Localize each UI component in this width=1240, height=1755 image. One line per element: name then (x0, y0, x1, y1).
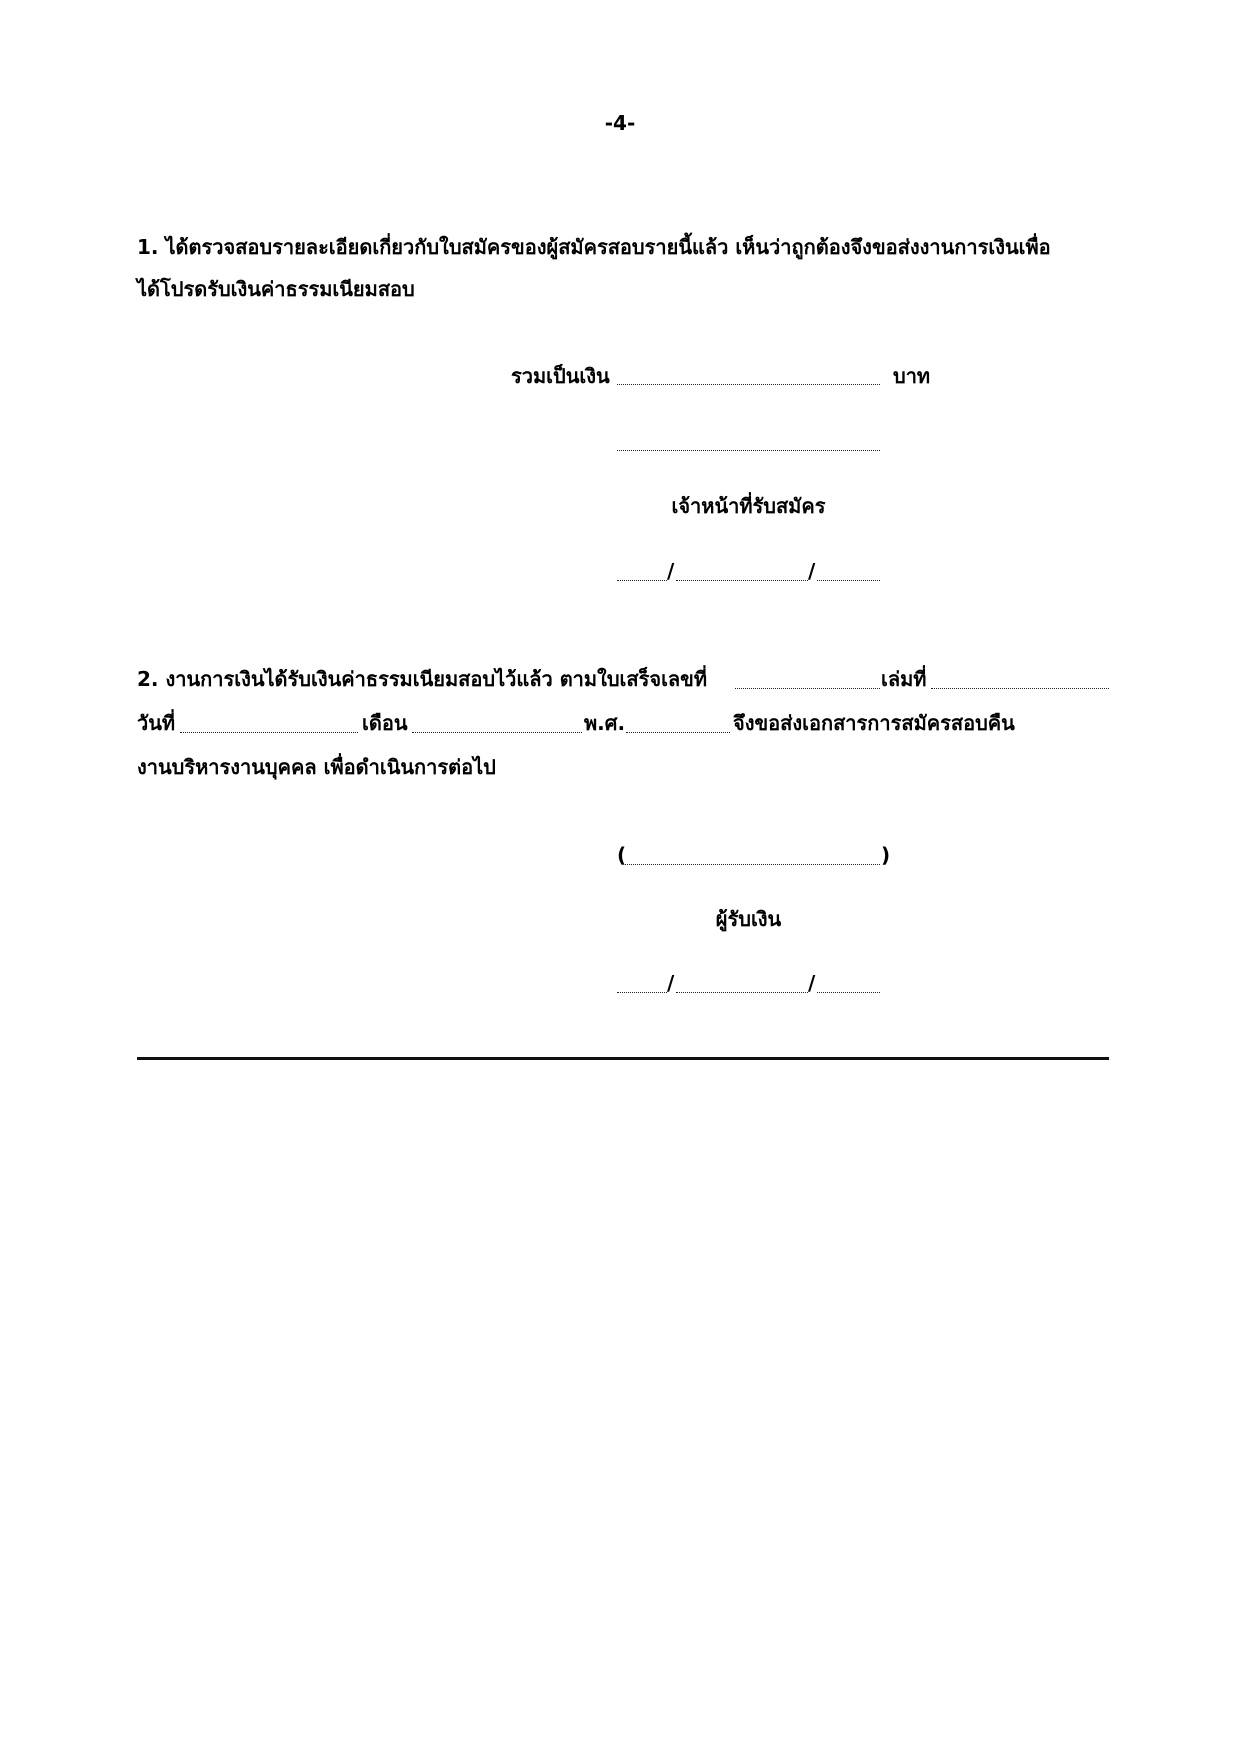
day-label: วันที่ (137, 711, 176, 735)
officer-title: เจ้าหน้าที่รับสมัคร (671, 494, 826, 518)
officer-date-day-field[interactable] (617, 580, 667, 581)
signature-paren-close: ) (881, 843, 891, 867)
receipt-volume-field[interactable] (931, 688, 1109, 689)
section2-paragraph-line2-tail: จึงขอส่งเอกสารการสมัครสอบคืน (733, 711, 1015, 735)
bottom-divider (137, 1057, 1109, 1060)
officer-date-year-field[interactable] (817, 580, 880, 581)
officer-signature-field[interactable] (617, 450, 880, 451)
receiver-title: ผู้รับเงิน (715, 907, 782, 931)
section2-paragraph-line3: งานบริหารงานบุคคล เพื่อดำเนินการต่อไป (137, 755, 496, 779)
receiver-date-day-field[interactable] (617, 992, 667, 993)
section2-paragraph-line1: 2. งานการเงินได้รับเงินค่าธรรมเนียมสอบไว้แล้ว ตามใบเสร็จเลขที่ (137, 667, 708, 691)
receiver-signature-field[interactable] (625, 864, 880, 865)
section1-paragraph-line1: 1. ได้ตรวจสอบรายละเอียดเกี่ยวกับใบสมัครของผู้สมัครสอบรายนี้แล้ว เห็นว่าถูกต้องจึงขอส่งงานการเงินเพื่อ (137, 235, 1051, 259)
receipt-month-field[interactable] (412, 732, 582, 733)
receiver-date-year-field[interactable] (817, 992, 880, 993)
date-separator: / (667, 971, 675, 995)
receiver-date-month-field[interactable] (676, 992, 808, 993)
month-label: เดือน (362, 711, 408, 735)
volume-label: เล่มที่ (881, 667, 927, 691)
currency-label: บาท (893, 364, 931, 388)
officer-date-month-field[interactable] (676, 580, 808, 581)
section1-paragraph-line2: ได้โปรดรับเงินค่าธรรมเนียมสอบ (137, 277, 415, 301)
receipt-year-field[interactable] (626, 732, 730, 733)
receipt-number-field[interactable] (735, 688, 880, 689)
year-label: พ.ศ. (584, 711, 626, 735)
total-amount-field[interactable] (617, 384, 880, 385)
date-separator: / (667, 559, 675, 583)
total-amount-label: รวมเป็นเงิน (511, 364, 610, 388)
date-separator: / (808, 971, 816, 995)
page-number: -4- (604, 111, 636, 135)
signature-paren-open: ( (617, 843, 627, 867)
date-separator: / (808, 559, 816, 583)
receipt-day-field[interactable] (180, 732, 358, 733)
